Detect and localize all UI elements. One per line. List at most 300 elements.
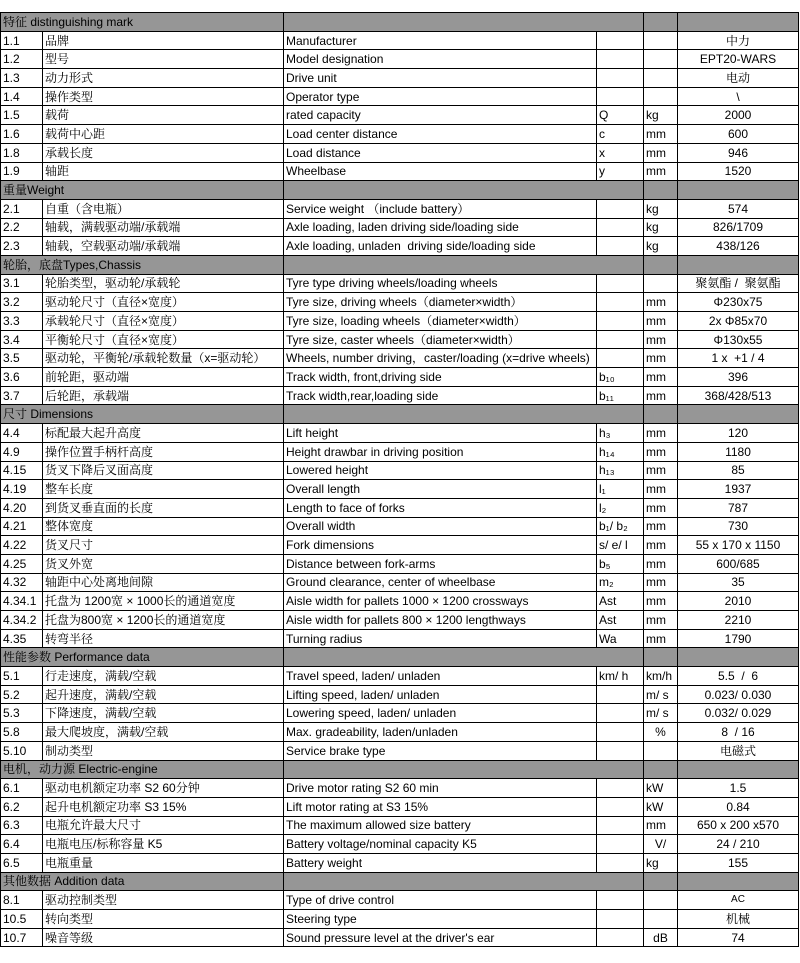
value-cell: AC	[678, 891, 799, 910]
row-number-cell: 6.5	[1, 853, 43, 872]
row-number-cell: 4.19	[1, 480, 43, 499]
spec-row	[1, 667, 799, 686]
row-number-cell: 1.8	[1, 143, 43, 162]
english-name-cell: Height drawbar in driving position	[284, 442, 597, 461]
english-name-cell: Load distance	[284, 143, 597, 162]
row-number-cell: 8.1	[1, 891, 43, 910]
symbol-cell	[597, 779, 644, 798]
row-number-cell: 1.5	[1, 106, 43, 125]
unit-cell: kg	[644, 218, 678, 237]
value-cell: Φ130x55	[678, 330, 799, 349]
row-number-cell: 4.22	[1, 536, 43, 555]
unit-cell	[644, 87, 678, 106]
spec-row	[1, 386, 799, 405]
english-name-cell: Battery voltage/nominal capacity K5	[284, 835, 597, 854]
section-unit-cell	[644, 13, 678, 32]
english-name-cell: rated capacity	[284, 106, 597, 125]
unit-cell: mm	[644, 611, 678, 630]
spec-row	[1, 928, 799, 947]
section-value-cell	[678, 760, 799, 779]
symbol-cell: y	[597, 162, 644, 181]
value-cell: 电动	[678, 69, 799, 88]
chinese-name-cell: 操作类型	[43, 87, 284, 106]
unit-cell: mm	[644, 480, 678, 499]
unit-cell: mm	[644, 816, 678, 835]
row-number-cell: 4.20	[1, 498, 43, 517]
chinese-name-cell: 整车长度	[43, 480, 284, 499]
row-number-cell: 5.3	[1, 704, 43, 723]
english-name-cell: Aisle width for pallets 1000 × 1200 crossways	[284, 592, 597, 611]
spec-row	[1, 69, 799, 88]
spec-row	[1, 162, 799, 181]
unit-cell: mm	[644, 442, 678, 461]
unit-cell: V/	[644, 835, 678, 854]
section-value-cell	[678, 255, 799, 274]
section-value-cell	[678, 872, 799, 891]
unit-cell	[644, 910, 678, 929]
chinese-name-cell: 载荷	[43, 106, 284, 125]
chinese-name-cell: 托盘为 1200宽 × 1000长的通道宽度	[43, 592, 284, 611]
row-number-cell: 6.4	[1, 835, 43, 854]
section-filler-cell	[284, 872, 644, 891]
value-cell: 8 / 16	[678, 723, 799, 742]
chinese-name-cell: 货叉尺寸	[43, 536, 284, 555]
value-cell: 600	[678, 125, 799, 144]
value-cell: 85	[678, 461, 799, 480]
symbol-cell: l₂	[597, 498, 644, 517]
chinese-name-cell: 型号	[43, 50, 284, 69]
chinese-name-cell: 操作位置手柄杆高度	[43, 442, 284, 461]
chinese-name-cell: 转弯半径	[43, 629, 284, 648]
symbol-cell: Ast	[597, 592, 644, 611]
symbol-cell	[597, 723, 644, 742]
value-cell: 2000	[678, 106, 799, 125]
symbol-cell	[597, 910, 644, 929]
unit-cell: mm	[644, 312, 678, 331]
chinese-name-cell: 噪音等级	[43, 928, 284, 947]
chinese-name-cell: 到货叉垂直面的长度	[43, 498, 284, 517]
row-number-cell: 6.3	[1, 816, 43, 835]
chinese-name-cell: 轴载，满载驱动端/承载端	[43, 218, 284, 237]
english-name-cell: Max. gradeability, laden/unladen	[284, 723, 597, 742]
row-number-cell: 5.1	[1, 667, 43, 686]
value-cell: \	[678, 87, 799, 106]
english-name-cell: Distance between fork-arms	[284, 554, 597, 573]
value-cell: 2210	[678, 611, 799, 630]
spec-row	[1, 31, 799, 50]
row-number-cell: 1.1	[1, 31, 43, 50]
unit-cell	[644, 741, 678, 760]
row-number-cell: 3.2	[1, 293, 43, 312]
section-filler-cell	[284, 405, 644, 424]
section-unit-cell	[644, 760, 678, 779]
english-name-cell: Fork dimensions	[284, 536, 597, 555]
section-value-cell	[678, 13, 799, 32]
unit-cell	[644, 891, 678, 910]
english-name-cell: Ground clearance, center of wheelbase	[284, 573, 597, 592]
spec-row	[1, 50, 799, 69]
unit-cell: mm	[644, 424, 678, 443]
chinese-name-cell: 驱动轮，平衡轮/承载轮数量（x=驱动轮）	[43, 349, 284, 368]
symbol-cell	[597, 891, 644, 910]
symbol-cell: b₁₁	[597, 386, 644, 405]
english-name-cell: Track width, front,driving side	[284, 368, 597, 387]
value-cell: 730	[678, 517, 799, 536]
english-name-cell: Length to face of forks	[284, 498, 597, 517]
value-cell: 机械	[678, 910, 799, 929]
english-name-cell: Lift motor rating at S3 15%	[284, 797, 597, 816]
chinese-name-cell: 货叉外宽	[43, 554, 284, 573]
english-name-cell: Service brake type	[284, 741, 597, 760]
row-number-cell: 5.8	[1, 723, 43, 742]
section-unit-cell	[644, 648, 678, 667]
symbol-cell	[597, 853, 644, 872]
row-number-cell: 2.2	[1, 218, 43, 237]
section-title: 重量Weight	[1, 181, 284, 200]
value-cell: 电磁式	[678, 741, 799, 760]
chinese-name-cell: 下降速度，满载/空载	[43, 704, 284, 723]
unit-cell: kg	[644, 237, 678, 256]
value-cell: 5.5 / 6	[678, 667, 799, 686]
spec-row	[1, 536, 799, 555]
symbol-cell	[597, 816, 644, 835]
section-title: 特征 distinguishing mark	[1, 13, 284, 32]
english-name-cell: Type of drive control	[284, 891, 597, 910]
row-number-cell: 6.1	[1, 779, 43, 798]
value-cell: 155	[678, 853, 799, 872]
section-filler-cell	[284, 648, 644, 667]
unit-cell: mm	[644, 517, 678, 536]
unit-cell	[644, 50, 678, 69]
row-number-cell: 3.4	[1, 330, 43, 349]
chinese-name-cell: 驱动控制类型	[43, 891, 284, 910]
spec-row	[1, 835, 799, 854]
unit-cell: mm	[644, 554, 678, 573]
spec-row	[1, 461, 799, 480]
row-number-cell: 2.3	[1, 237, 43, 256]
value-cell: 74	[678, 928, 799, 947]
value-cell: 0.023/ 0.030	[678, 685, 799, 704]
spec-row	[1, 779, 799, 798]
english-name-cell: Tyre size, loading wheels（diameter×width）	[284, 312, 597, 331]
row-number-cell: 3.7	[1, 386, 43, 405]
unit-cell: mm	[644, 573, 678, 592]
english-name-cell: Operator type	[284, 87, 597, 106]
value-cell: 1 x +1 / 4	[678, 349, 799, 368]
chinese-name-cell: 驱动电机额定功率 S2 60分钟	[43, 779, 284, 798]
chinese-name-cell: 标配最大起升高度	[43, 424, 284, 443]
section-value-cell	[678, 648, 799, 667]
english-name-cell: Wheels, number driving，caster/loading (x=drive wheels)	[284, 349, 597, 368]
chinese-name-cell: 电瓶重量	[43, 853, 284, 872]
english-name-cell: Wheelbase	[284, 162, 597, 181]
english-name-cell: Travel speed, laden/ unladen	[284, 667, 597, 686]
symbol-cell: l₁	[597, 480, 644, 499]
symbol-cell: h₁₄	[597, 442, 644, 461]
english-name-cell: Service weight （include battery）	[284, 199, 597, 218]
unit-cell: kg	[644, 199, 678, 218]
row-number-cell: 6.2	[1, 797, 43, 816]
spec-row	[1, 274, 799, 293]
row-number-cell: 5.2	[1, 685, 43, 704]
spec-row	[1, 106, 799, 125]
value-cell: 1520	[678, 162, 799, 181]
symbol-cell: b₁/ b₂	[597, 517, 644, 536]
symbol-cell	[597, 835, 644, 854]
unit-cell: kW	[644, 779, 678, 798]
value-cell: 574	[678, 199, 799, 218]
chinese-name-cell: 电瓶允许最大尺寸	[43, 816, 284, 835]
value-cell: EPT20-WARS	[678, 50, 799, 69]
chinese-name-cell: 载荷中心距	[43, 125, 284, 144]
value-cell: Φ230x75	[678, 293, 799, 312]
spec-row	[1, 891, 799, 910]
unit-cell: dB	[644, 928, 678, 947]
spec-row	[1, 741, 799, 760]
spec-row	[1, 685, 799, 704]
symbol-cell	[597, 293, 644, 312]
row-number-cell: 5.10	[1, 741, 43, 760]
chinese-name-cell: 货叉下降后叉面高度	[43, 461, 284, 480]
spec-row	[1, 330, 799, 349]
section-title: 尺寸 Dimensions	[1, 405, 284, 424]
unit-cell	[644, 31, 678, 50]
english-name-cell: Battery weight	[284, 853, 597, 872]
chinese-name-cell: 最大爬坡度，满载/空载	[43, 723, 284, 742]
row-number-cell: 4.21	[1, 517, 43, 536]
unit-cell: kW	[644, 797, 678, 816]
unit-cell: mm	[644, 498, 678, 517]
value-cell: 1180	[678, 442, 799, 461]
section-header-row	[1, 13, 799, 32]
section-header-row	[1, 648, 799, 667]
value-cell: 368/428/513	[678, 386, 799, 405]
chinese-name-cell: 轮胎类型，驱动轮/承载轮	[43, 274, 284, 293]
unit-cell: mm	[644, 143, 678, 162]
unit-cell: mm	[644, 330, 678, 349]
row-number-cell: 4.9	[1, 442, 43, 461]
value-cell: 0.84	[678, 797, 799, 816]
symbol-cell	[597, 330, 644, 349]
section-value-cell	[678, 405, 799, 424]
english-name-cell: The maximum allowed size battery	[284, 816, 597, 835]
chinese-name-cell: 驱动轮尺寸（直径×宽度）	[43, 293, 284, 312]
chinese-name-cell: 托盘为800宽 × 1200长的通道宽度	[43, 611, 284, 630]
unit-cell: mm	[644, 629, 678, 648]
row-number-cell: 4.15	[1, 461, 43, 480]
english-name-cell: Turning radius	[284, 629, 597, 648]
unit-cell: mm	[644, 536, 678, 555]
value-cell: 2010	[678, 592, 799, 611]
symbol-cell: m₂	[597, 573, 644, 592]
symbol-cell: s/ e/ l	[597, 536, 644, 555]
value-cell: 2x Φ85x70	[678, 312, 799, 331]
value-cell: 600/685	[678, 554, 799, 573]
symbol-cell: x	[597, 143, 644, 162]
symbol-cell: Q	[597, 106, 644, 125]
value-cell: 0.032/ 0.029	[678, 704, 799, 723]
section-header-row	[1, 760, 799, 779]
spec-table	[0, 12, 799, 947]
spec-row	[1, 293, 799, 312]
row-number-cell: 1.2	[1, 50, 43, 69]
row-number-cell: 2.1	[1, 199, 43, 218]
row-number-cell: 4.35	[1, 629, 43, 648]
english-name-cell: Track width,rear,loading side	[284, 386, 597, 405]
symbol-cell	[597, 87, 644, 106]
row-number-cell: 4.34.2	[1, 611, 43, 630]
chinese-name-cell: 行走速度，满载/空载	[43, 667, 284, 686]
unit-cell	[644, 69, 678, 88]
row-number-cell: 4.4	[1, 424, 43, 443]
spec-row	[1, 498, 799, 517]
spec-row	[1, 199, 799, 218]
chinese-name-cell: 品牌	[43, 31, 284, 50]
value-cell: 24 / 210	[678, 835, 799, 854]
value-cell: 650 x 200 x570	[678, 816, 799, 835]
chinese-name-cell: 轴距中心处离地间隙	[43, 573, 284, 592]
row-number-cell: 3.1	[1, 274, 43, 293]
english-name-cell: Lowered height	[284, 461, 597, 480]
spec-row	[1, 424, 799, 443]
spec-row	[1, 592, 799, 611]
chinese-name-cell: 电瓶电压/标称容量 K5	[43, 835, 284, 854]
section-unit-cell	[644, 872, 678, 891]
section-header-row	[1, 255, 799, 274]
unit-cell: mm	[644, 461, 678, 480]
symbol-cell	[597, 50, 644, 69]
row-number-cell: 1.3	[1, 69, 43, 88]
english-name-cell: Aisle width for pallets 800 × 1200 lengthways	[284, 611, 597, 630]
value-cell: 1937	[678, 480, 799, 499]
value-cell: 中力	[678, 31, 799, 50]
english-name-cell: Tyre size, driving wheels（diameter×width）	[284, 293, 597, 312]
section-unit-cell	[644, 255, 678, 274]
row-number-cell: 4.34.1	[1, 592, 43, 611]
symbol-cell	[597, 797, 644, 816]
chinese-name-cell: 转向类型	[43, 910, 284, 929]
value-cell: 35	[678, 573, 799, 592]
symbol-cell	[597, 704, 644, 723]
english-name-cell: Tyre type driving wheels/loading wheels	[284, 274, 597, 293]
value-cell: 1790	[678, 629, 799, 648]
row-number-cell: 3.3	[1, 312, 43, 331]
unit-cell: mm	[644, 349, 678, 368]
symbol-cell	[597, 237, 644, 256]
spec-row	[1, 480, 799, 499]
chinese-name-cell: 轴载，空载驱动端/承载端	[43, 237, 284, 256]
english-name-cell: Lowering speed, laden/ unladen	[284, 704, 597, 723]
spec-row	[1, 87, 799, 106]
row-number-cell: 3.6	[1, 368, 43, 387]
symbol-cell: Ast	[597, 611, 644, 630]
symbol-cell: h₃	[597, 424, 644, 443]
section-unit-cell	[644, 181, 678, 200]
section-filler-cell	[284, 13, 644, 32]
section-header-row	[1, 872, 799, 891]
spec-table-body	[1, 13, 799, 947]
value-cell: 946	[678, 143, 799, 162]
chinese-name-cell: 整体宽度	[43, 517, 284, 536]
unit-cell: mm	[644, 125, 678, 144]
section-header-row	[1, 181, 799, 200]
spec-row	[1, 442, 799, 461]
chinese-name-cell: 制动类型	[43, 741, 284, 760]
section-filler-cell	[284, 255, 644, 274]
chinese-name-cell: 后轮距，承载端	[43, 386, 284, 405]
unit-cell	[644, 274, 678, 293]
unit-cell: kg	[644, 853, 678, 872]
unit-cell: mm	[644, 368, 678, 387]
chinese-name-cell: 轴距	[43, 162, 284, 181]
spec-row	[1, 218, 799, 237]
chinese-name-cell: 前轮距，驱动端	[43, 368, 284, 387]
spec-row	[1, 723, 799, 742]
value-cell: 396	[678, 368, 799, 387]
chinese-name-cell: 平衡轮尺寸（直径×宽度）	[43, 330, 284, 349]
english-name-cell: Steering type	[284, 910, 597, 929]
spec-row	[1, 816, 799, 835]
section-title: 电机，动力源 Electric-engine	[1, 760, 284, 779]
spec-row	[1, 704, 799, 723]
unit-cell: kg	[644, 106, 678, 125]
row-number-cell: 1.9	[1, 162, 43, 181]
chinese-name-cell: 承载长度	[43, 143, 284, 162]
symbol-cell	[597, 31, 644, 50]
value-cell: 55 x 170 x 1150	[678, 536, 799, 555]
unit-cell: km/h	[644, 667, 678, 686]
spec-row	[1, 629, 799, 648]
section-unit-cell	[644, 405, 678, 424]
english-name-cell: Overall length	[284, 480, 597, 499]
section-header-row	[1, 405, 799, 424]
unit-cell: mm	[644, 386, 678, 405]
english-name-cell: Tyre size, caster wheels（diameter×width）	[284, 330, 597, 349]
symbol-cell	[597, 69, 644, 88]
spec-row	[1, 573, 799, 592]
symbol-cell: Wa	[597, 629, 644, 648]
symbol-cell	[597, 274, 644, 293]
chinese-name-cell: 动力形式	[43, 69, 284, 88]
english-name-cell: Lift height	[284, 424, 597, 443]
english-name-cell: Model designation	[284, 50, 597, 69]
row-number-cell: 4.32	[1, 573, 43, 592]
value-cell: 120	[678, 424, 799, 443]
section-title: 性能参数 Performance data	[1, 648, 284, 667]
spec-row	[1, 910, 799, 929]
symbol-cell	[597, 218, 644, 237]
row-number-cell: 1.4	[1, 87, 43, 106]
spec-row	[1, 797, 799, 816]
unit-cell: mm	[644, 162, 678, 181]
symbol-cell: c	[597, 125, 644, 144]
english-name-cell: Lifting speed, laden/ unladen	[284, 685, 597, 704]
row-number-cell: 10.7	[1, 928, 43, 947]
unit-cell: m/ s	[644, 685, 678, 704]
chinese-name-cell: 自重（含电瓶）	[43, 199, 284, 218]
symbol-cell	[597, 928, 644, 947]
value-cell: 聚氨酯 / 聚氨酯	[678, 274, 799, 293]
symbol-cell: b₁₀	[597, 368, 644, 387]
english-name-cell: Sound pressure level at the driver's ear	[284, 928, 597, 947]
section-title: 其他数据 Addition data	[1, 872, 284, 891]
unit-cell: mm	[644, 293, 678, 312]
english-name-cell: Drive unit	[284, 69, 597, 88]
spec-row	[1, 125, 799, 144]
symbol-cell	[597, 199, 644, 218]
spec-row	[1, 349, 799, 368]
row-number-cell: 1.6	[1, 125, 43, 144]
